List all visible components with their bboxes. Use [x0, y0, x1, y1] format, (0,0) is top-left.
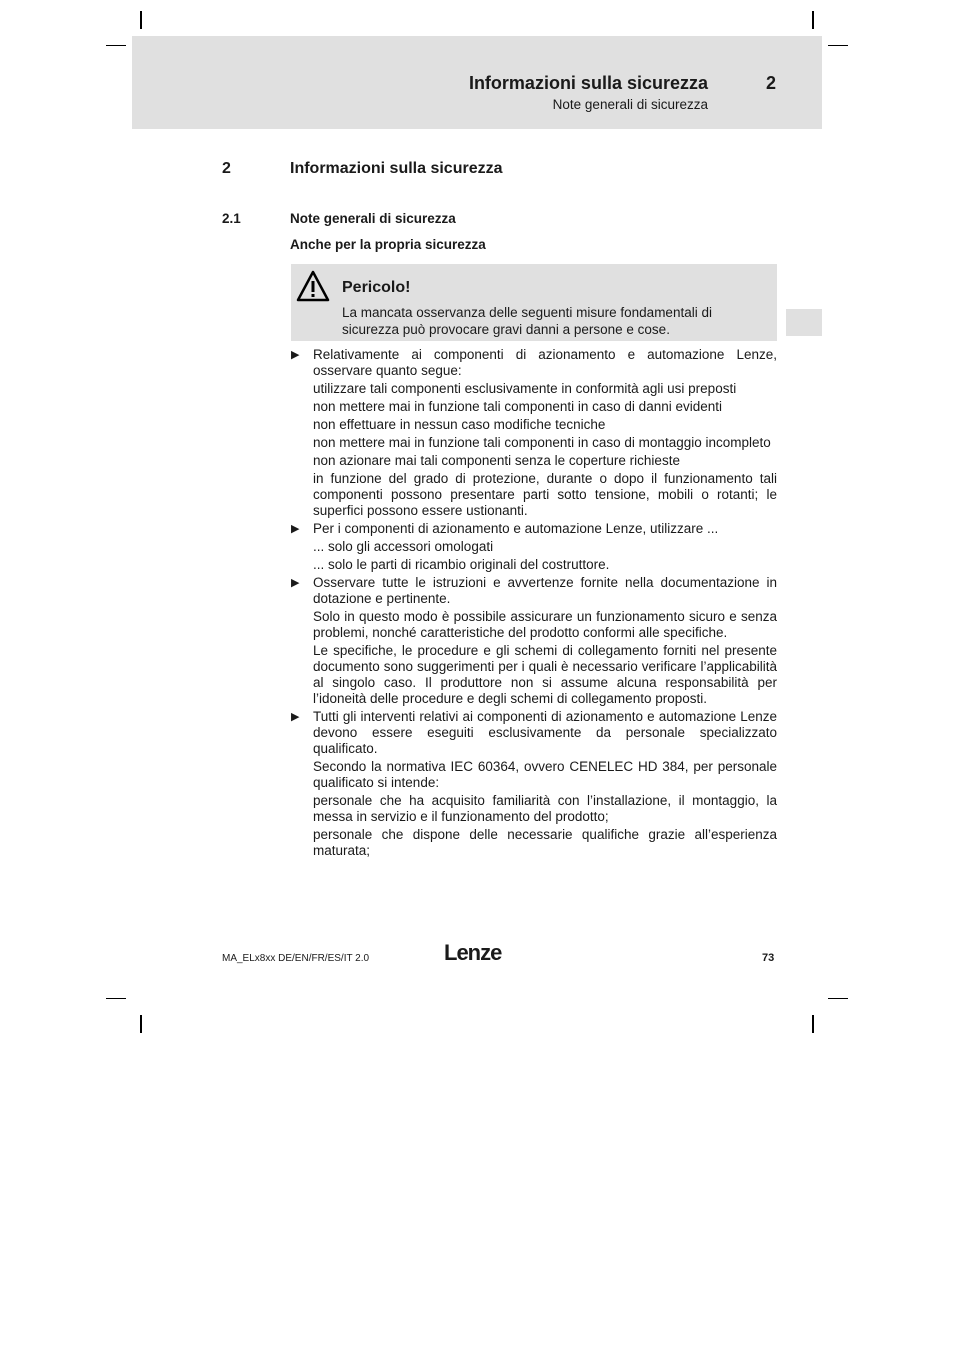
section-title: Informazioni sulla sicurezza — [290, 160, 503, 177]
subsection-number: 2.1 — [222, 211, 241, 226]
list-item — [291, 709, 777, 859]
list-item — [291, 575, 777, 707]
danger-text: La mancata osservanza delle seguenti misure fondamentali di sicurezza può provocare gravi danni a persone e cose. — [342, 305, 712, 337]
safety-instructions-list — [291, 347, 777, 861]
danger-title: Pericolo! — [342, 279, 411, 296]
paragraph: non mettere mai in funzione tali componenti in caso di montaggio incompleto — [313, 435, 771, 450]
crop-mark — [812, 1015, 814, 1033]
bullet-arrow-icon: ▶ — [291, 349, 300, 361]
paragraph: Solo in questo modo è possibile assicurare un funzionamento sicuro e senza problemi, nonché caratteristiche del prodotto conformi alle specifiche. — [313, 609, 777, 640]
crop-mark — [106, 998, 126, 999]
header-title: Informazioni sulla sicurezza — [468, 73, 708, 93]
subheading: Anche per la propria sicurezza — [290, 237, 486, 252]
bullet-arrow-icon: ▶ — [291, 711, 300, 723]
paragraph: Relativamente ai componenti di azionamento e automazione Lenze, osservare quanto segue: — [313, 347, 777, 378]
paragraph: Per i componenti di azionamento e automazione Lenze, utilizzare ... — [313, 521, 719, 536]
crop-mark — [140, 11, 142, 29]
section-number: 2 — [222, 160, 231, 177]
chapter-side-tab — [786, 309, 822, 336]
header-chapter-number: 2 — [766, 73, 777, 93]
crop-mark — [106, 45, 126, 46]
header-subtitle: Note generali di sicurezza — [552, 97, 708, 112]
paragraph: personale che ha acquisito familiarità con l’installazione, il montaggio, la messa in servizio e il funzionamento del prodotto; — [313, 793, 777, 824]
footer-doc-id: MA_ELx8xx DE/EN/FR/ES/IT 2.0 — [222, 953, 370, 964]
page-number: 73 — [762, 952, 775, 964]
crop-mark — [828, 998, 848, 999]
crop-mark — [828, 45, 848, 46]
list-item — [291, 347, 777, 519]
paragraph: Osservare tutte le istruzioni e avvertenze fornite nella documentazione in dotazione e pertinente. — [313, 575, 777, 606]
paragraph: Tutti gli interventi relativi ai componenti di azionamento e automazione Lenze devono essere eseguiti esclusivamente da personale specializzato qualificato. — [313, 709, 777, 756]
paragraph: personale che dispone delle necessarie qualifiche grazie all’esperienza maturata; — [313, 827, 777, 858]
crop-mark — [812, 11, 814, 29]
lenze-logo: Lenze — [444, 940, 502, 965]
warning-triangle-icon — [296, 270, 330, 302]
paragraph: ... solo gli accessori omologati — [313, 539, 494, 554]
paragraph: non mettere mai in funzione tali componenti in caso di danni evidenti — [313, 399, 722, 414]
crop-mark — [140, 1015, 142, 1033]
paragraph: Le specifiche, le procedure e gli schemi di collegamento forniti nel presente documento sono suggerimenti per i quali è necessario verificare l’applicabilità al singolo caso. Il produttore non si assume alcuna responsabilità per l’idoneità delle procedure e degli schemi di collegamento proposti. — [313, 643, 777, 706]
paragraph: utilizzare tali componenti esclusivamente in conformità agli usi preposti — [313, 381, 737, 396]
list-item — [291, 521, 777, 573]
paragraph: non azionare mai tali componenti senza le coperture richieste — [313, 453, 680, 468]
paragraph: in funzione del grado di protezione, durante o dopo il funzionamento tali componenti possono presentare parti sotto tensione, mobili o rotanti; le superfici possono essere ustionanti. — [313, 471, 777, 518]
bullet-arrow-icon: ▶ — [291, 523, 300, 535]
bullet-arrow-icon: ▶ — [291, 577, 300, 589]
paragraph: ... solo le parti di ricambio originali del costruttore. — [313, 557, 610, 572]
paragraph: non effettuare in nessun caso modifiche tecniche — [313, 417, 606, 432]
paragraph: Secondo la normativa IEC 60364, ovvero CENELEC HD 384, per personale qualificato si intende: — [313, 759, 777, 790]
subsection-title: Note generali di sicurezza — [290, 211, 456, 226]
